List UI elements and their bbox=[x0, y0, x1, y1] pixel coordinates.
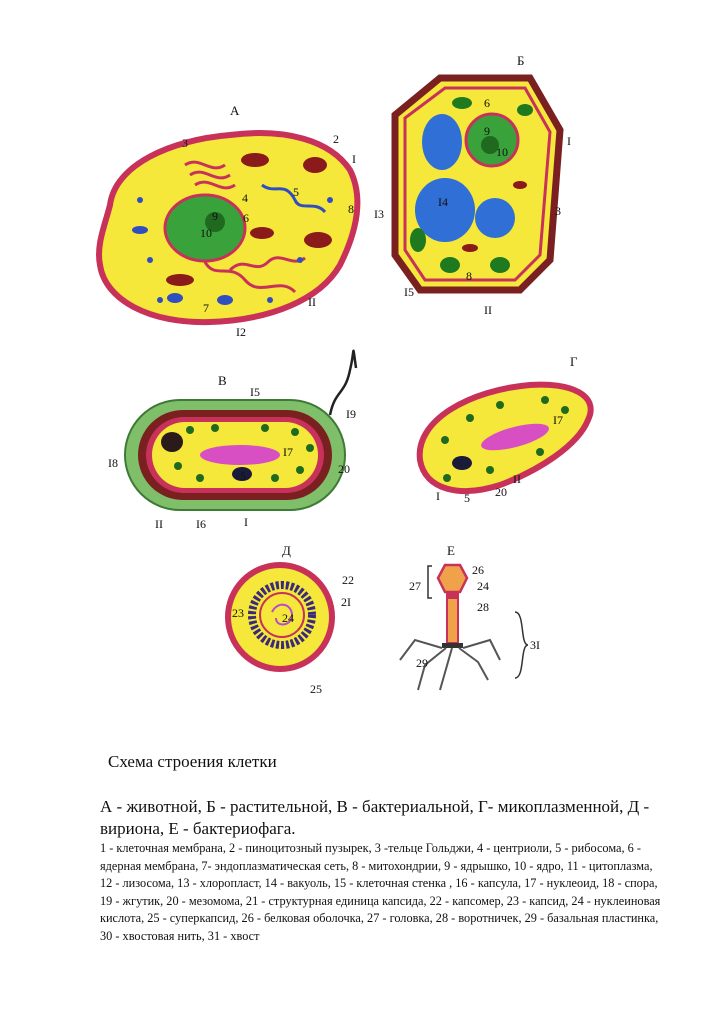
ribosome-dot bbox=[296, 466, 304, 474]
bacterial-label-11: II bbox=[155, 517, 163, 531]
animal-label-3: 3 bbox=[182, 136, 188, 150]
plant-cell bbox=[374, 53, 571, 317]
plant-vacuole bbox=[422, 114, 462, 170]
ribosome-dot bbox=[174, 462, 182, 470]
plant-label-10: 10 bbox=[496, 145, 508, 159]
animal-label-4: 4 bbox=[242, 191, 248, 205]
plant-label-13: I3 bbox=[374, 207, 384, 221]
animal-label-9: 9 bbox=[212, 209, 218, 223]
bacterial-label-19: I9 bbox=[346, 407, 356, 421]
mycoplasma-label-20: 20 bbox=[495, 485, 507, 499]
ribosome-dot bbox=[211, 424, 219, 432]
animal-label-8: 8 bbox=[348, 202, 354, 216]
plant-vacuole bbox=[475, 198, 515, 238]
mycoplasma-mesosome bbox=[452, 456, 472, 470]
ribosome-dot bbox=[196, 474, 204, 482]
bacterial-spore bbox=[161, 432, 183, 452]
diagram-legend: 1 - клеточная мембрана, 2 - пиноцитозный пузырек, 3 -тельце Гольджи, 4 - центриоли, 5 - рибосома, 6 - ядерная мембрана, 7- эндоплазматическая сеть, 8 - митохондрии, 9 - ядрышко, 10 - ядро, 11 - цитоплазма, 12 - лизосома, 13 - хлоропласт, 14 - вакуоль, 15 - клеточная стенка , 16 - капсула, 17 - нуклеоид, 18 - спора, 19 - жгутик, 20 - мезомома, 21 - структурная единица капсида, 22 - капсомер, 23 - капсид, 24 - нуклеиновая кислота, 25 - суперкапсид, 26 - белковая оболочка, 27 - головка, 28 - воротничек, 29 - базальная пластинка, 30 - хвостовая нить, 31 - хвост bbox=[100, 841, 661, 943]
animal-label-2: 2 bbox=[333, 132, 339, 146]
virion-label-23: 23 bbox=[232, 606, 244, 620]
mycoplasma-label-1: I bbox=[436, 489, 440, 503]
plant-label-15: I5 bbox=[404, 285, 414, 299]
plant-label-3: 3 bbox=[555, 204, 561, 218]
animal-label-5: 5 bbox=[293, 185, 299, 199]
ribosome-dot bbox=[466, 414, 474, 422]
ribosome-dot bbox=[536, 448, 544, 456]
bacterial-letter: В bbox=[218, 373, 227, 388]
ribosome-dot bbox=[157, 297, 163, 303]
plant-label-14: I4 bbox=[438, 195, 448, 209]
virion bbox=[228, 543, 354, 696]
animal-cell bbox=[99, 103, 357, 339]
phage-tail-bracket bbox=[515, 612, 528, 678]
virion-label-25: 25 bbox=[310, 682, 322, 696]
ribosome-dot bbox=[441, 436, 449, 444]
phage-head bbox=[438, 565, 467, 592]
ribosome-dot bbox=[267, 297, 273, 303]
plant-label-9: 9 bbox=[484, 124, 490, 138]
animal-label-1: I bbox=[352, 152, 356, 166]
mycoplasma-letter: Г bbox=[570, 354, 578, 369]
plant-chloroplast bbox=[410, 228, 426, 252]
animal-label-11: II bbox=[308, 295, 316, 309]
ribosome-dot bbox=[486, 466, 494, 474]
bacterial-label-1: I bbox=[244, 515, 248, 529]
plant-chloroplast bbox=[517, 104, 533, 116]
mycoplasma-label-11: II bbox=[513, 472, 521, 486]
ribosome-dot bbox=[271, 474, 279, 482]
ribosome-dot bbox=[147, 257, 153, 263]
phage-letter: Е bbox=[447, 543, 455, 558]
animal-vesicle bbox=[132, 226, 148, 234]
phage-tail bbox=[447, 598, 458, 643]
mycoplasma-label-17: I7 bbox=[553, 413, 563, 427]
animal-lysosome bbox=[167, 293, 183, 303]
animal-mitochondrion bbox=[250, 227, 274, 239]
plant-label-6: 6 bbox=[484, 96, 490, 110]
phage-label-26: 26 bbox=[472, 563, 484, 577]
ribosome-dot bbox=[261, 424, 269, 432]
phage-label-29: 29 bbox=[416, 656, 428, 670]
plant-letter: Б bbox=[517, 53, 525, 68]
bacterial-label-17: I7 bbox=[283, 445, 293, 459]
virion-label-24: 24 bbox=[282, 611, 294, 625]
phage-head-bracket bbox=[428, 566, 432, 598]
ribosome-dot bbox=[327, 197, 333, 203]
virion-label-22: 22 bbox=[342, 573, 354, 587]
bacterial-label-5: 5 bbox=[240, 469, 246, 483]
bacteriophage bbox=[400, 543, 540, 690]
animal-mitochondrion bbox=[304, 232, 332, 248]
ribosome-dot bbox=[496, 401, 504, 409]
diagram-caption: Схема строения клетки bbox=[108, 752, 277, 771]
animal-lysosome bbox=[217, 295, 233, 305]
bacterial-label-20: 20 bbox=[338, 462, 350, 476]
animal-label-12: I2 bbox=[236, 325, 246, 339]
plant-mitochondrion bbox=[513, 181, 527, 189]
phage-label-31: 3I bbox=[530, 638, 540, 652]
animal-label-6: 6 bbox=[243, 211, 249, 225]
animal-mitochondrion bbox=[166, 274, 194, 286]
bacterial-nucleoid bbox=[200, 445, 280, 465]
phage-baseplate bbox=[442, 643, 463, 648]
ribosome-dot bbox=[306, 444, 314, 452]
bacterial-label-18: I8 bbox=[108, 456, 118, 470]
mycoplasma-cell bbox=[420, 354, 591, 505]
plant-chloroplast bbox=[490, 257, 510, 273]
plant-label-8: 8 bbox=[466, 269, 472, 283]
ribosome-dot bbox=[443, 474, 451, 482]
ribosome-dot bbox=[137, 197, 143, 203]
mycoplasma-label-5: 5 bbox=[464, 491, 470, 505]
animal-mitochondrion bbox=[303, 157, 327, 173]
plant-chloroplast bbox=[452, 97, 472, 109]
bacterial-flagellum bbox=[330, 351, 356, 415]
virion-label-21: 2I bbox=[341, 595, 351, 609]
ribosome-dot bbox=[541, 396, 549, 404]
ribosome-dot bbox=[186, 426, 194, 434]
bacterial-cell bbox=[108, 351, 356, 531]
bacterial-label-16: I6 bbox=[196, 517, 206, 531]
phage-label-27: 27 bbox=[409, 579, 421, 593]
ribosome-dot bbox=[291, 428, 299, 436]
virion-letter: Д bbox=[282, 543, 291, 558]
plant-chloroplast bbox=[440, 257, 460, 273]
ribosome-dot bbox=[297, 257, 303, 263]
phage-label-28: 28 bbox=[477, 600, 489, 614]
plant-label-1: I bbox=[567, 134, 571, 148]
animal-label-7: 7 bbox=[203, 301, 209, 315]
animal-label-10: 10 bbox=[200, 226, 212, 240]
animal-letter: А bbox=[230, 103, 240, 118]
diagram-subtitle: А - животной, Б - растительной, В - бактериальной, Г- микоплазменной, Д - вириона, Е - бактериофага. bbox=[100, 797, 650, 838]
phage-label-24: 24 bbox=[477, 579, 489, 593]
plant-mitochondrion bbox=[462, 244, 478, 252]
animal-mitochondrion bbox=[241, 153, 269, 167]
bacterial-label-15: I5 bbox=[250, 385, 260, 399]
plant-label-11: II bbox=[484, 303, 492, 317]
